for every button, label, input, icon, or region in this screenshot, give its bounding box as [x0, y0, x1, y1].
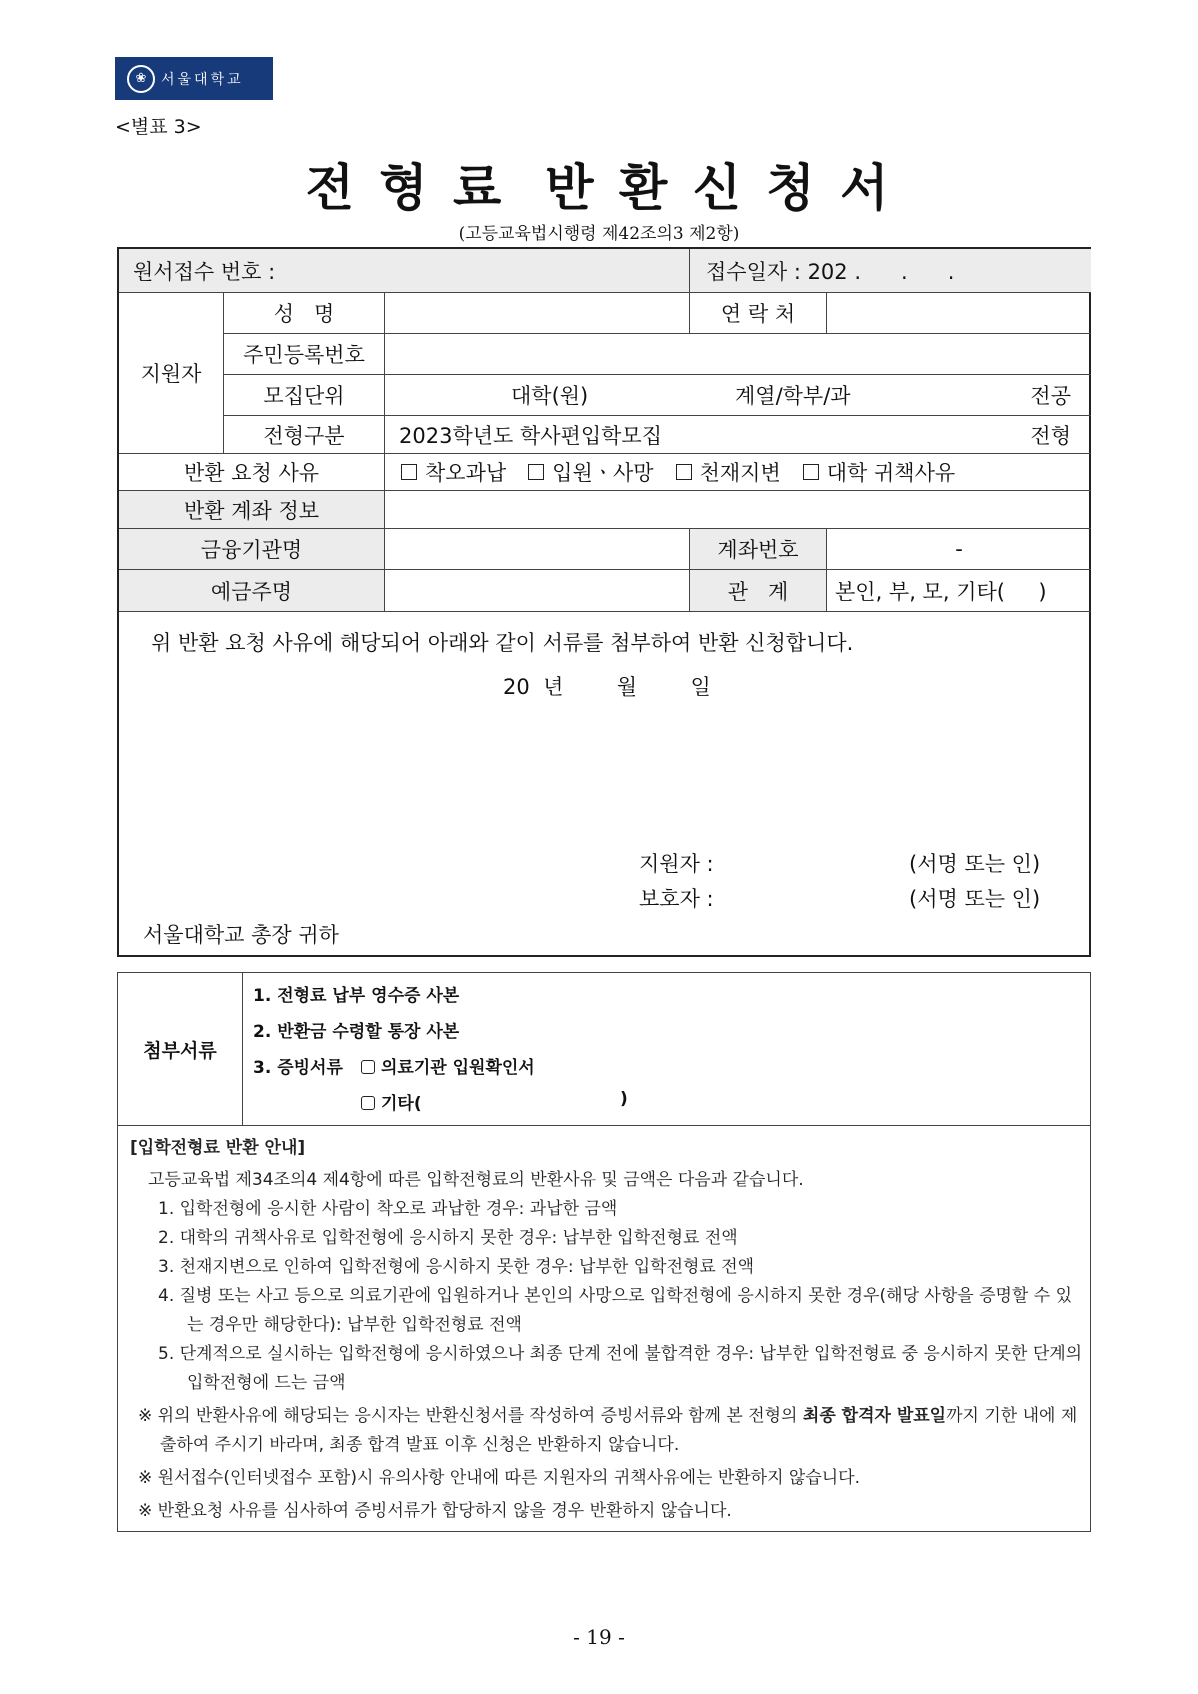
bank-label: 금융기관명: [200, 538, 303, 562]
divider: [826, 528, 827, 611]
account-number-field[interactable]: [827, 529, 1091, 569]
guide-note-text: 까지 기한 내에 제출하여 주시기 바라며, 최종 합격 발표 이후 신청은 반환하지 않습니다.: [160, 1406, 1078, 1455]
refund-guide: [130, 1133, 1085, 1526]
account-info-label-cell: [119, 491, 384, 528]
account-info-field: [385, 491, 1091, 528]
holder-label: 예금주명: [210, 579, 293, 604]
account-number-value: -: [955, 537, 963, 561]
divider: [826, 292, 827, 333]
attachment-item: 2. 반환금 수령할 통장 사본: [253, 1022, 460, 1042]
account-info-label: 반환 계좌 정보: [183, 498, 320, 523]
guardian-sign-note: (서명 또는 인): [909, 887, 1041, 911]
attachment-option-label: 의료기관 입원확인서: [381, 1058, 535, 1078]
addressee: 서울대학교 총장 귀하: [143, 923, 339, 947]
account-number-label: 계좌번호: [717, 538, 799, 562]
divider: [119, 292, 1091, 293]
checkbox-icon[interactable]: [361, 1060, 375, 1074]
holder-label-cell: [119, 570, 384, 611]
attachment-item: 1. 전형료 납부 영수증 사본: [253, 986, 460, 1006]
guide-note-text: ※ 위의 반환사유에 해당되는 응시자는 반환신청서를 작성하여 증빙서류와 함께 본 전형의: [138, 1406, 803, 1426]
checkbox-icon[interactable]: [401, 464, 417, 480]
bank-label-cell: [119, 529, 384, 569]
reason-option-label: 착오과납: [425, 461, 507, 485]
attachment-item: 3. 증빙서류: [253, 1058, 343, 1078]
page-number: - 19 -: [573, 1625, 625, 1649]
date-line: 20 년 월 일: [503, 675, 711, 699]
application-form: [117, 247, 1091, 957]
relation-value: 본인, 부, 모, 기타( ): [835, 579, 1047, 604]
attachments-section: [117, 972, 1091, 1532]
receipt-date-label: 접수일자 : 202 . . .: [706, 259, 955, 284]
reason-option-label: 입원ㆍ사망: [552, 461, 654, 485]
divider: [119, 490, 1091, 491]
guide-item: 4. 질병 또는 사고 등으로 의료기관에 입원하거나 본인의 사망으로 입학전형에 응시하지 못한 경우(해당 사항을 증명할 수 있는 경우만 해당한다): 납부한 입학전형료 전액: [158, 1286, 1072, 1335]
logo-text: 서울대학교: [161, 71, 244, 88]
guide-heading: [입학전형료 반환 안내]: [130, 1138, 306, 1158]
reason-option-disaster[interactable]: [676, 457, 781, 487]
divider: [119, 569, 1091, 570]
university-seal-icon: ❀: [127, 65, 155, 93]
rrn-field[interactable]: [385, 334, 1091, 374]
checkbox-icon[interactable]: [361, 1096, 375, 1110]
document-title: [0, 148, 1198, 220]
type-suffix: 전형: [1030, 423, 1071, 448]
annex-label: <별표 3>: [115, 116, 202, 138]
divider: [223, 292, 224, 453]
contact-label: 연 락 처: [720, 302, 796, 326]
reason-option-university-fault[interactable]: [803, 457, 955, 487]
applicant-sign-label: 지원자 :: [639, 852, 714, 876]
reason-options: [385, 454, 1091, 490]
guide-note: ※ 반환요청 사유를 심사하여 증빙서류가 합당하지 않을 경우 반환하지 않습니다.: [138, 1501, 732, 1521]
relation-label: 관 계: [727, 579, 789, 604]
guardian-sign-label: 보호자 :: [639, 887, 714, 911]
unit-label: 모집단위: [263, 384, 345, 408]
divider: [119, 453, 1091, 454]
type-label: 전형구분: [263, 423, 345, 448]
document-subtitle: (고등교육법시행령 제42조의3 제2항): [458, 224, 740, 244]
rrn-label: 주민등록번호: [243, 343, 365, 367]
unit-major: 전공: [1030, 384, 1071, 408]
attachment-option-hospital[interactable]: [361, 1053, 535, 1078]
divider: [689, 292, 690, 333]
reason-option-label: 천재지변: [699, 461, 781, 485]
guide-note-emphasis: 최종 합격자 발표일: [802, 1406, 947, 1426]
name-field[interactable]: [385, 293, 689, 333]
checkbox-icon[interactable]: [803, 464, 819, 480]
contact-field[interactable]: [827, 293, 1091, 333]
applicant-label-cell: [119, 293, 223, 453]
application-number-label: 원서접수 번호 :: [133, 259, 276, 284]
attachment-option-close: ): [620, 1089, 628, 1109]
divider: [224, 374, 1091, 375]
contact-label-cell: [690, 293, 826, 333]
unit-department: 계열/학부/과: [735, 384, 851, 408]
reason-option-label: 대학 귀책사유: [826, 461, 956, 485]
unit-label-cell: [224, 375, 384, 415]
divider: [689, 528, 690, 611]
relation-field[interactable]: [827, 570, 1091, 611]
divider: [689, 249, 690, 292]
reason-label: 반환 요청 사유: [183, 461, 320, 485]
holder-field[interactable]: [385, 570, 689, 611]
title-part-1: 전 형 료: [305, 158, 506, 217]
divider: [118, 1125, 1090, 1126]
university-logo: [115, 57, 273, 100]
relation-label-cell: [690, 570, 826, 611]
guide-note: [130, 1402, 1085, 1460]
reason-option-hospital-death[interactable]: [528, 457, 653, 487]
applicant-sign-note: (서명 또는 인): [909, 852, 1041, 876]
attachments-label: 첨부서류: [143, 1039, 217, 1062]
reason-label-cell: [119, 454, 384, 490]
guide-intro: 고등교육법 제34조의4 제4항에 따른 입학전형료의 반환사유 및 금액은 다음과 같습니다.: [148, 1170, 804, 1190]
type-label-cell: [224, 416, 384, 453]
attachment-option-other[interactable]: [361, 1089, 422, 1114]
guide-item: 2. 대학의 귀책사유로 입학전형에 응시하지 못한 경우: 납부한 입학전형료 전액: [158, 1228, 738, 1248]
statement-text: 위 반환 요청 사유에 해당되어 아래와 같이 서류를 첨부하여 반환 신청합니다.: [151, 631, 854, 655]
application-number-cell: [119, 249, 689, 292]
divider: [224, 415, 1091, 416]
receipt-date-cell: [690, 249, 1091, 292]
bank-field[interactable]: [385, 529, 689, 569]
name-label: 성 명: [273, 302, 335, 326]
type-value: 2023학년도 학사편입학모집: [399, 423, 662, 448]
guide-item: 5. 단계적으로 실시하는 입학전형에 응시하였으나 최종 단계 전에 불합격한 경우: 납부한 입학전형료 중 응시하지 못한 단계의 입학전형에 드는 금액: [158, 1344, 1083, 1393]
unit-university: 대학(원): [511, 384, 589, 408]
checkbox-icon[interactable]: [528, 464, 544, 480]
attachment-option-label: 기타(: [381, 1094, 422, 1114]
type-field: [385, 416, 1091, 453]
checkbox-icon[interactable]: [676, 464, 692, 480]
title-part-2: 반 환 신 청 서: [545, 158, 893, 217]
unit-field[interactable]: [385, 375, 1091, 415]
divider: [384, 292, 385, 611]
attachments-list: [243, 973, 1090, 1125]
rrn-label-cell: [224, 334, 384, 374]
name-label-cell: [224, 293, 384, 333]
guide-item: 1. 입학전형에 응시한 사람이 착오로 과납한 경우: 과납한 금액: [158, 1199, 618, 1219]
divider: [119, 611, 1091, 612]
divider: [119, 528, 1091, 529]
guide-item: 3. 천재지변으로 인하여 입학전형에 응시하지 못한 경우: 납부한 입학전형료 전액: [158, 1257, 755, 1277]
reason-option-overpayment[interactable]: [401, 457, 506, 487]
account-number-label-cell: [690, 529, 826, 569]
applicant-label: 지원자: [140, 362, 202, 386]
divider: [224, 333, 1091, 334]
guide-note: ※ 원서접수(인터넷접수 포함)시 유의사항 안내에 따른 지원자의 귀책사유에는 반환하지 않습니다.: [138, 1468, 861, 1488]
